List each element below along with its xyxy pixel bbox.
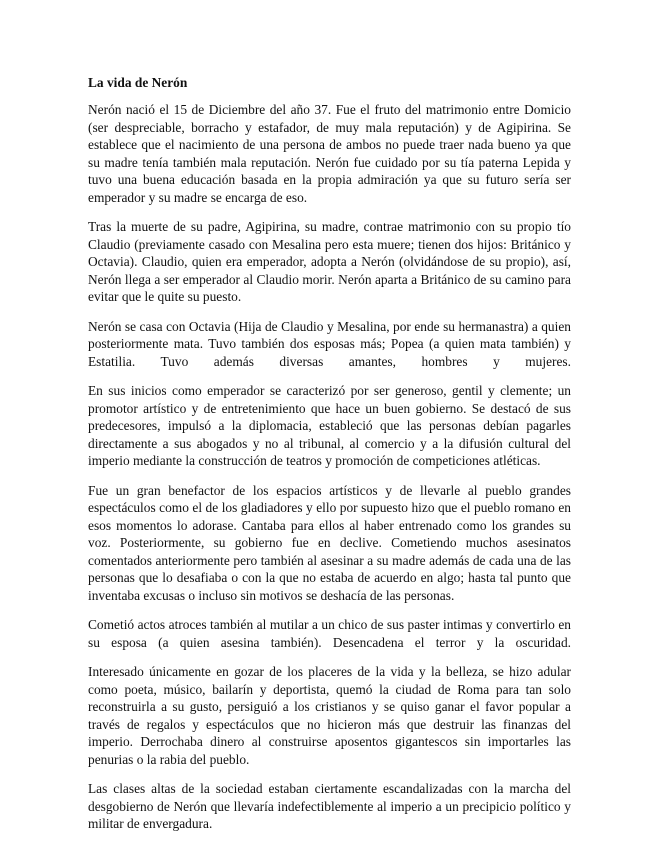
- paragraph-6: Cometió actos atroces también al mutilar a un chico de sus paster intimas y convertirlo en su esposa (a quien asesina también). Desencadena el terror y la oscuridad.: [88, 617, 571, 650]
- paragraph-3: Nerón se casa con Octavia (Hija de Claudio y Mesalina, por ende su hermanastra) a quien posteriormente mata. Tuvo también dos esposas más; Popea (a quien mata también) y Estatilia. Tuvo además diversas amantes, hombres y mujeres.: [88, 318, 571, 369]
- paragraph-7: Interesado únicamente en gozar de los placeres de la vida y la belleza, se hizo adular como poeta, músico, bailarín y deportista, quemó la ciudad de Roma para tan solo reconstruirla a su gusto, persiguió a los cristianos y se quiso ganar el favor popular a través de regalos y espectáculos que no hicieron más que destruir las finanzas del imperio. Derrochaba dinero al construirse aposentos gigantescos sin importarles las penurias o la rabia del pueblo.: [88, 664, 571, 767]
- document-title: La vida de Nerón: [88, 75, 188, 90]
- paragraph-8: Las clases altas de la sociedad estaban ciertamente escandalizadas con la marcha del desgobierno de Nerón que llevaría indefectiblemente al imperio a un precipicio político y militar de envergadura.: [88, 781, 571, 831]
- paragraph-5: Fue un gran benefactor de los espacios artísticos y de llevarle al pueblo grandes espectáculos como el de los gladiadores y ello por supuesto hizo que el pueblo romano en esos momentos lo adorase. Cantaba para ellos al haber entrenado como los grandes su voz. Posteriormente, su gobierno fue en declive. Cometiendo muchos asesinatos comentados anteriormente pero también al asesinar a su madre además de cada una de las personas que lo desafiaba o con la que no estaba de acuerdo en algo; hasta tal punto que inventaba excusas o incluso sin motivos se deshacía de las personas.: [88, 482, 571, 603]
- paragraph-4: En sus inicios como emperador se caracterizó por ser generoso, gentil y clemente; un promotor artístico y de entretenimiento que hace un buen gobierno. Se destacó de sus predecesores, impulsó a la diplomacia, estableció que las personas debían pagarles directamente a sus abogados y no al tribunal, al comercio y a la difusión cultural del imperio mediante la construcción de teatros y promoción de competiciones atléticas.: [88, 383, 571, 468]
- paragraph-1: Nerón nació el 15 de Diciembre del año 37. Fue el fruto del matrimonio entre Domicio (ser despreciable, borracho y estafador, de muy mala reputación) y de Agipirina. Se establece que el nacimiento de una persona de ambos no puede traer nada bueno ya que su madre tenía también mala reputación. Nerón fue cuidado por su tía paterna Lepida y tuvo una buena educación basada en la propia admiración ya que su futuro sería ser emperador y su madre se encarga de eso.: [88, 102, 571, 205]
- paragraph-2: Tras la muerte de su padre, Agipirina, su madre, contrae matrimonio con su propio tío Claudio (previamente casado con Mesalina pero esta muere; tienen dos hijos: Británico y Octavia). Claudio, quien era emperador, adopta a Nerón (olvidándose de su propio), así, Nerón llega a ser emperador al Claudio morir. Nerón aparta a Británico de su camino para evitar que le quite su puesto.: [88, 219, 571, 304]
